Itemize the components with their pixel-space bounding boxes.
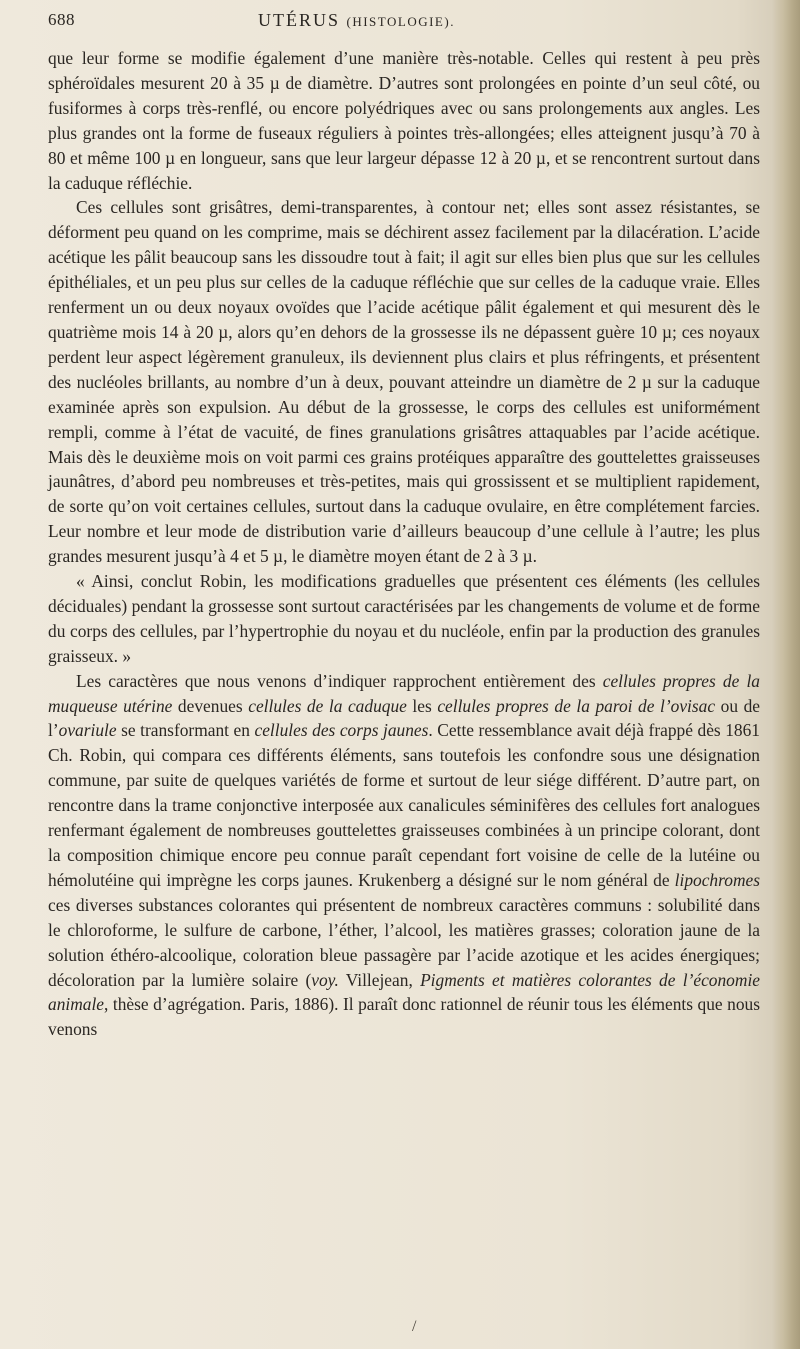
text-run: Les caractères que nous venons d’indiquer rapprochent entièrement des — [76, 670, 603, 691]
page-edge-shadow — [772, 0, 800, 1349]
text-run: Villejean, — [338, 969, 421, 990]
running-title-subtitle: (HISTOLOGIE). — [346, 14, 455, 29]
text-run: , thèse d’agrégation. Paris, 1886). Il paraît donc rationnel de réunir tous les éléments que nous venons — [48, 994, 760, 1040]
text-run: . Cette ressemblance avait déjà frappé dès 1861 Ch. Robin, qui compara ces différents éléments, sans toutefois les confondre sous une désignation commune, par suite de quelques variétés de forme et surtout de leur siége différent. D’autre part, on rencontre dans la trame conjonctive interposée aux canalicules séminifères des cellules fort analogues renfermant également de nombreuses gouttelettes graisseuses combinées à un principe colorant, dont la composition chimique encore peu connue paraît cependant fort voisine de celle de la lutéine ou hémolutéine qui imprègne les corps jaunes. Krukenberg a désigné sur le nom général de — [48, 720, 760, 890]
text-run: que leur forme se modifie également d’une manière très-notable. Celles qui restent à peu près sphéroïdales mesurent 20 à 35 µ de diamètre. D’autres sont prolongées en pointe d’un seul côté, ou fusiformes à corps très-renflé, ou encore polyédriques avec ou sans prolongements aux angles. Les plus grandes ont la forme de fuseaux réguliers à pointes très-allongées; elles atteignent jusqu’à 70 à 80 et même 100 µ en longueur, sans que leur largeur dépasse 12 à 20 µ, et se rencontrent surtout dans la caduque réfléchie. — [48, 48, 760, 193]
text-run: les — [406, 695, 438, 716]
italic-term: Pigments et matières colorantes de l’économie animale — [48, 969, 760, 1015]
body-text — [48, 46, 760, 1042]
italic-term: ovariule — [58, 720, 117, 741]
text-run: se transformant en — [116, 720, 255, 741]
paragraph — [48, 46, 760, 195]
page-number: 688 — [48, 10, 75, 29]
italic-term: lipochromes — [674, 869, 760, 890]
italic-term: cellules de la caduque — [248, 695, 407, 716]
italic-term: voy. — [311, 969, 339, 990]
italic-term: cellules propres de la paroi de l’ovisac — [437, 695, 716, 716]
text-run: ou de l’ — [48, 695, 761, 741]
text-run: devenues — [172, 695, 249, 716]
running-title-main: UTÉRUS — [258, 10, 341, 30]
italic-term: cellules propres de la muqueuse utérine — [48, 670, 760, 716]
text-run: ces diverses substances colorantes qui présentent de nombreux caractères communs : solubilité dans le chloroforme, le sulfure de carbone, l’éther, l’alcool, les matières grasses; coloration jaune de la solution éthéro-alcoolique, coloration bleue passagère par l’acide azotique et les acides énergiques; décoloration par la lumière solaire ( — [48, 894, 760, 990]
running-header — [48, 10, 768, 38]
running-title — [258, 10, 455, 31]
italic-term: cellules des corps jaunes — [254, 720, 429, 741]
footer-mark: / — [412, 1318, 417, 1335]
paragraph — [48, 195, 760, 569]
text-run: « Ainsi, conclut Robin, les modifications graduelles que présentent ces éléments (les cellules déciduales) pendant la grossesse sont surtout caractérisées par les changements de volume et de forme du corps des cellules, par l’hypertrophie du noyau et du nucléole, enfin par la production des granules graisseux. » — [48, 571, 760, 666]
text-run: Ces cellules sont grisâtres, demi-transparentes, à contour net; elles sont assez résistantes, se déforment peu quand on les comprime, mais se déchirent assez facilement par la dilacération. L’acide acétique les pâlit beaucoup sans les dissoudre tout à fait; il agit sur elles bien plus que sur les cellules épithéliales, et un peu plus sur celles de la caduque réfléchie que sur celles de la caduque vraie. Elles renferment un ou deux noyaux ovoïdes que l’acide acétique pâlit également et qui mesurent dès le quatrième mois 14 à 20 µ, alors qu’en dehors de la grossesse ils ne dépassent guère 10 µ; ces noyaux perdent leur aspect légèrement granuleux, ils deviennent plus clairs et plus réfringents, et présentent des nucléoles brillants, au nombre d’un à deux, pouvant atteindre un diamètre de 2 µ sur la caduque examinée après son expulsion. Au début de la grossesse, le corps des cellules est uniformément rempli, comme à l’état de vacuité, de fines granulations grisâtres attaquables par l’acide acétique. Mais dès le deuxième mois on voit parmi ces grains protéiques apparaître des gouttelettes graisseuses jaunâtres, d’abord peu nombreuses et très-petites, mais qui grossissent et se multiplient rapidement, de sorte qu’on voit certaines cellules, surtout dans la caduque ovulaire, en être complétement farcies. Leur nombre et leur mode de distribution varie d’ailleurs beaucoup d’une cellule à l’autre; les plus grandes mesurent jusqu’à 4 et 5 µ, le diamètre moyen étant de 2 à 3 µ. — [48, 197, 760, 567]
paragraph — [48, 669, 760, 1043]
paragraph — [48, 569, 760, 669]
